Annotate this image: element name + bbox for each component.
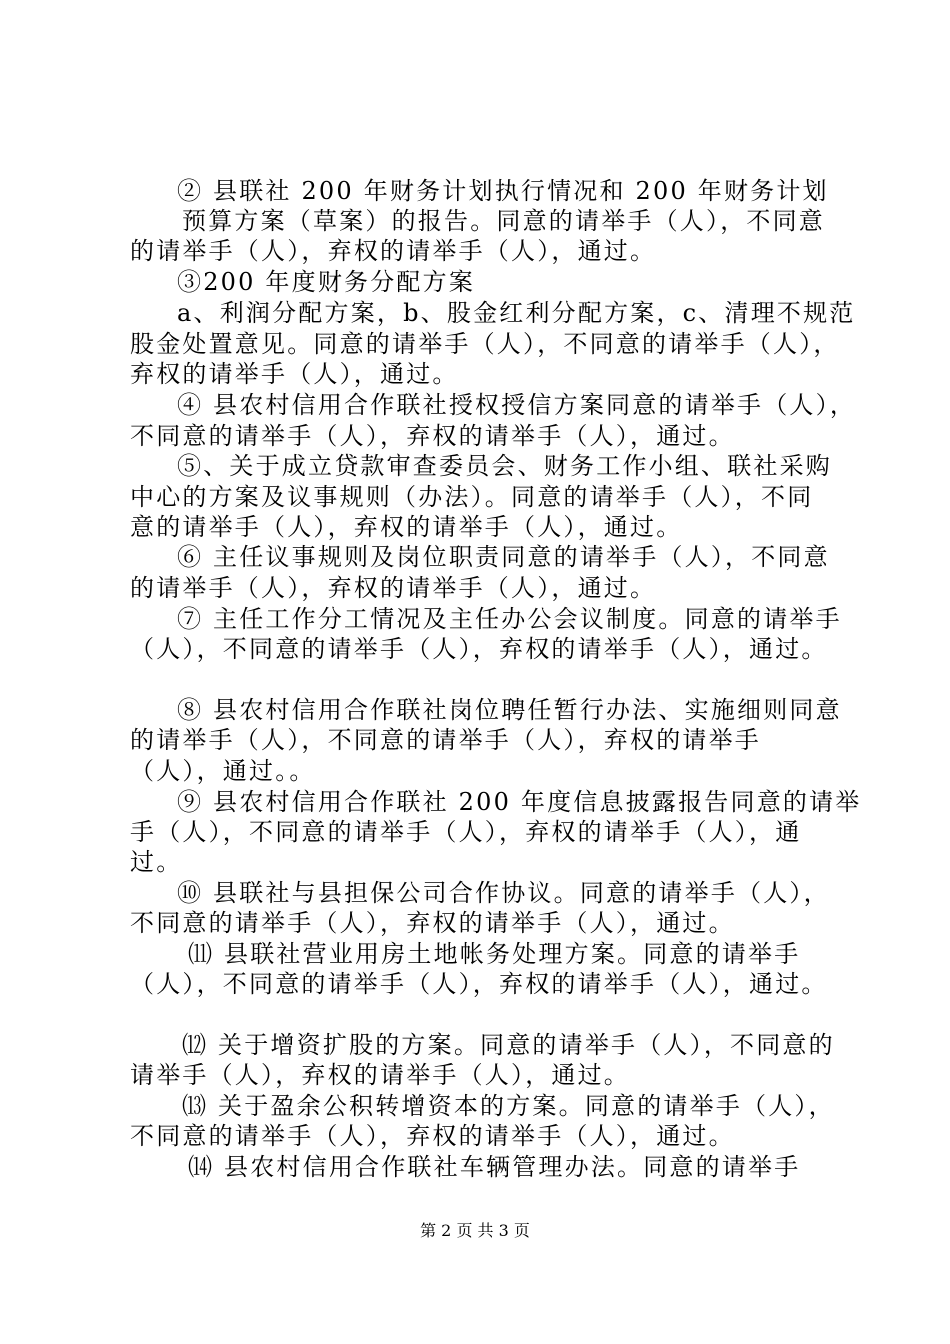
text-line: 不同意的请举手（人），弃权的请举手（人），通过。	[130, 909, 735, 937]
page-footer: 第 2 页 共 3 页	[420, 1221, 530, 1240]
text-line: 股金处置意见。同意的请举手（人），不同意的请举手（人），	[130, 330, 840, 358]
text-line: 手（人），不同意的请举手（人），弃权的请举手（人），通	[130, 818, 802, 846]
text-line: ② 县联社 200 年财务计划执行情况和 200 年财务计划	[177, 177, 829, 205]
text-line: ④ 县农村信用合作联社授权授信方案同意的请举手（人），	[177, 391, 857, 419]
text-line: （人），不同意的请举手（人），弃权的请举手（人），通过。	[130, 635, 828, 663]
text-line: 弃权的请举手（人），通过。	[130, 360, 459, 388]
text-line: 意的请举手（人），弃权的请举手（人），通过。	[130, 513, 683, 541]
text-line: ⒁ 县农村信用合作联社车辆管理办法。同意的请举手	[188, 1153, 801, 1181]
text-line: ⑧ 县农村信用合作联社岗位聘任暂行办法、实施细则同意	[177, 696, 842, 724]
text-line: ③200 年度财务分配方案	[177, 268, 476, 296]
text-line: （人），不同意的请举手（人），弃权的请举手（人），通过。	[130, 970, 828, 998]
text-line: ⑿ 关于增资扩股的方案。同意的请举手（人），不同意的	[182, 1031, 835, 1059]
text-line: 的请举手（人），不同意的请举手（人），弃权的请举手	[130, 726, 761, 754]
text-line: （人），通过。。	[130, 757, 316, 785]
text-line: ⑾ 县联社营业用房土地帐务处理方案。同意的请举手	[188, 940, 801, 968]
text-line: ⑨ 县农村信用合作联社 200 年度信息披露报告同意的请举	[177, 788, 862, 816]
text-line: ⑩ 县联社与县担保公司合作协议。同意的请举手（人），	[177, 879, 830, 907]
text-line: 请举手（人），弃权的请举手（人），通过。	[130, 1061, 630, 1089]
text-line: ⑦ 主任工作分工情况及主任办公会议制度。同意的请举手	[177, 605, 842, 633]
text-line: ⒀ 关于盈余公积转增资本的方案。同意的请举手（人），	[182, 1092, 835, 1120]
text-line: 不同意的请举手（人），弃权的请举手（人），通过。	[130, 1122, 735, 1150]
text-line: 过。	[130, 848, 183, 876]
text-line: a、利润分配方案，b、股金红利分配方案，c、清理不规范	[177, 299, 856, 327]
text-line: 预算方案（草案）的报告。同意的请举手（人），不同意	[182, 207, 825, 235]
text-line: 不同意的请举手（人），弃权的请举手（人），通过。	[130, 422, 735, 450]
text-line: 的请举手（人），弃权的请举手（人），通过。	[130, 237, 657, 265]
text-line: 中心的方案及议事规则（办法）。同意的请举手（人），不同	[130, 483, 814, 511]
text-line: 的请举手（人），弃权的请举手（人），通过。	[130, 574, 657, 602]
text-line: ⑥ 主任议事规则及岗位职责同意的请举手（人），不同意	[177, 543, 830, 571]
text-line: ⑤、关于成立贷款审查委员会、财务工作小组、联社采购	[177, 452, 832, 480]
